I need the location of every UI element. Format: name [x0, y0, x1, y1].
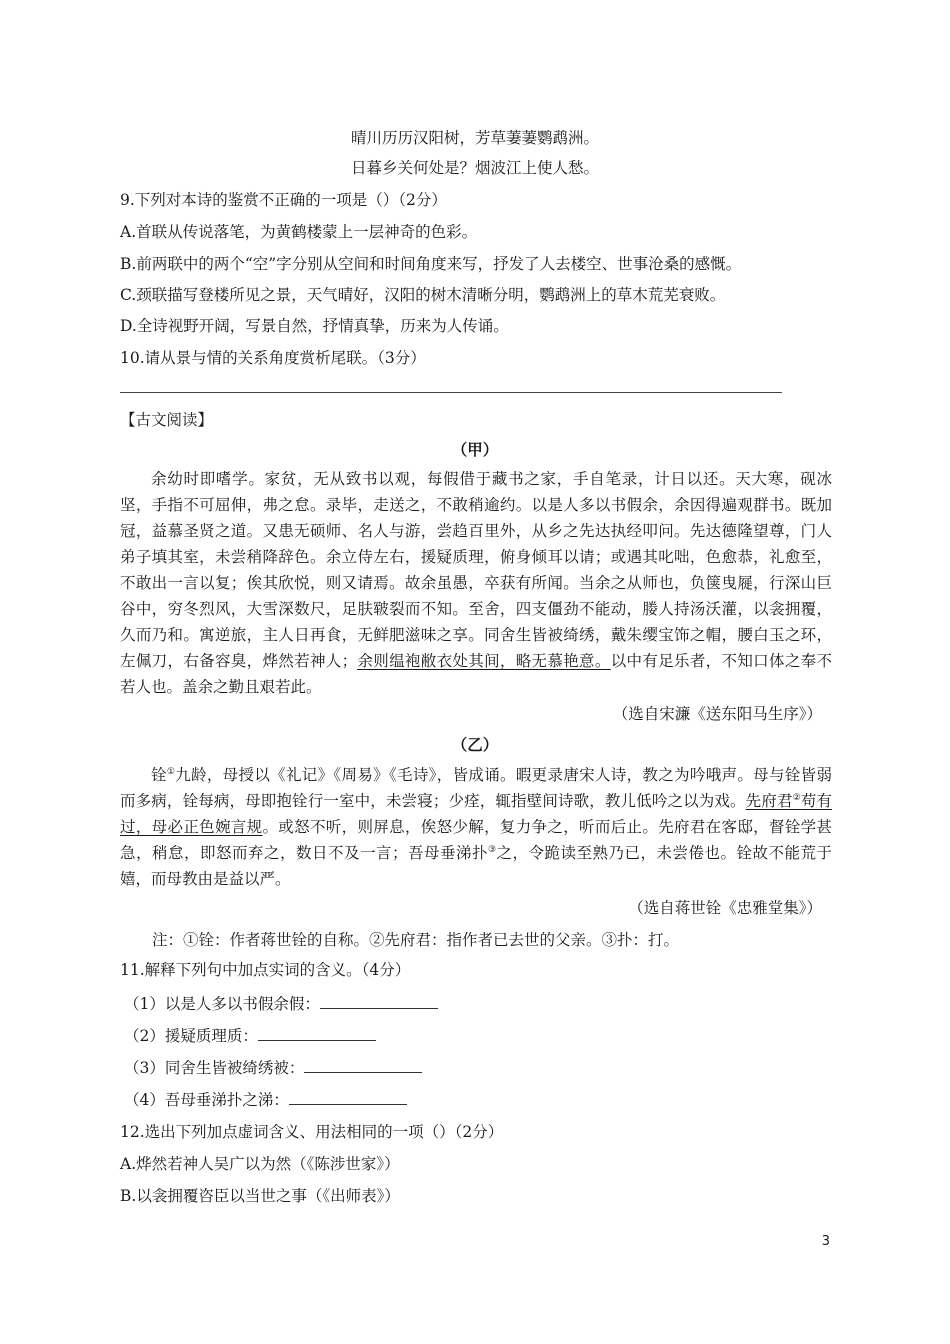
- footnote-marker-1: ①: [166, 766, 176, 777]
- yi-underlined-1: 先府君: [745, 792, 793, 810]
- section-heading: 【古文阅读】: [120, 411, 214, 429]
- answer-line: [120, 392, 782, 393]
- q9-option-a: A.首联从传说落笔，为黄鹤楼蒙上一层神奇的色彩。: [120, 223, 478, 241]
- passage-jia: [120, 466, 832, 700]
- q11-stem: 11.解释下列句中加点实词的含义。（4分）: [120, 961, 411, 979]
- yi-text-4: 之，令跪读至熟乃已，未尝倦也。铨故不能荒于嬉，而母教由是益以严。: [120, 844, 832, 888]
- poem-line-2: 日暮乡关何处是？烟波江上使人愁。: [350, 159, 599, 177]
- passage-jia-text: 余幼时即嗜学。家贫，无从致书以观，每假借于藏书之家，手自笔录，计日以还。天大寒，砚冰坚，手指不可屈伸，弗之怠。录毕，走送之，不敢稍逾约。以是人多以书假余，余因得遍观群书。既加冠，益慕圣贤之道。又患无硕师、名人与游，尝趋百里外，从乡之先达执经叩问。先达德隆望尊，门人弟子填其室，未尝稍降辞色。余立侍左右，援疑质理，俯身倾耳以请；或遇其叱咄，色愈恭，礼愈至，不敢出一言以复；俟其欣悦，则又请焉。故余虽愚，卒获有所闻。当余之从师也，负箧曳屣，行深山巨谷中，穷冬烈风，大雪深数尺，足肤皲裂而不知。至舍，四支僵劲不能动，媵人持汤沃灌，以衾拥覆，久而乃和。寓逆旅，主人日再食，无鲜肥滋味之享。同舍生皆被绮绣，戴朱缨宝饰之帽，腰白玉之环，左佩刀，右备容臭，烨然若神人；: [120, 470, 832, 670]
- q11-item-1: [124, 994, 438, 1014]
- passage-jia-underlined: 余则缊袍敝衣处其间，略无慕艳意。: [357, 652, 611, 670]
- yi-text-1: 铨: [151, 766, 167, 784]
- answer-blank[interactable]: [304, 1058, 422, 1073]
- q12-stem: 12.选出下列加点虚词含义、用法相同的一项（）（2分）: [120, 1123, 504, 1141]
- page-number: 3: [821, 1234, 830, 1249]
- answer-blank[interactable]: [320, 994, 438, 1009]
- q9-stem: 9.下列对本诗的鉴赏不正确的一项是（）（2分）: [120, 191, 447, 209]
- passage-jia-title: （甲）: [451, 441, 499, 459]
- answer-blank[interactable]: [258, 1026, 376, 1041]
- q11-item-2: [124, 1026, 376, 1046]
- yi-text-2: 九龄，母授以《礼记》《周易》《毛诗》，皆成诵。暇更录唐宋人诗，教之为吟哦声。母与铨皆弱而多病，铨每病，母即抱铨行一室中，未尝寝；少痊，辄指壁间诗歌，教儿低吟之以为戏。: [120, 766, 832, 810]
- footnote-marker-2: ②: [792, 792, 801, 803]
- q11-item-1-label: （1）以是人多以书假余假：: [124, 995, 320, 1013]
- q11-item-4-label: （4）吾母垂涕扑之涕：: [124, 1091, 289, 1109]
- q11-item-2-label: （2）援疑质理质：: [124, 1027, 258, 1045]
- q12-option-a: A.烨然若神人吴广以为然（《陈涉世家》）: [120, 1155, 400, 1173]
- passage-jia-source: （选自宋濂《送东阳马生序》）: [612, 705, 822, 723]
- passage-yi: [120, 762, 832, 892]
- q11-item-4: [124, 1090, 407, 1110]
- q9-option-d: D.全诗视野开阔，写景自然，抒情真挚，历来为人传诵。: [120, 317, 509, 335]
- yi-text-3: 。或怒不听，则屏息，俟怒少解，复力争之，听而后止。先府君在客邸，督铨学甚急，稍怠，即怒而弃之，数日不及一言；吾母垂涕扑: [120, 818, 832, 862]
- footnotes: 注：①铨：作者蒋世铨的自称。②先府君：指作者已去世的父亲。③扑：打。: [152, 931, 680, 949]
- q12-option-b: B.以衾拥覆咨臣以当世之事（《出师表》）: [120, 1187, 400, 1205]
- footnote-marker-3: ③: [487, 844, 497, 855]
- q11-item-3-label: （3）同舍生皆被绮绣被：: [124, 1059, 305, 1077]
- q10-stem: 10.请从景与情的关系角度赏析尾联。（3分）: [120, 349, 426, 367]
- q11-item-3: [124, 1058, 422, 1078]
- passage-yi-title: （乙）: [451, 736, 499, 754]
- passage-jia-text-end: 以中有足乐者，不知口体之奉不若人也。盖余之勤且艰若此。: [120, 652, 832, 696]
- answer-blank[interactable]: [289, 1090, 407, 1105]
- yi-underlined-2: 苟有过，母必正色婉言规: [120, 792, 832, 836]
- q9-option-c: C.颈联描写登楼所见之景，天气晴好，汉阳的树木清晰分明，鹦鹉洲上的草木荒芜衰败。: [120, 286, 726, 304]
- q9-option-b: B.前两联中的两个“空”字分别从空间和时间角度来写，抒发了人去楼空、世事沧桑的感慨。: [120, 255, 742, 273]
- passage-yi-source: （选自蒋世铨《忠雅堂集》）: [628, 899, 822, 917]
- poem-line-1: 晴川历历汉阳树，芳草萋萋鹦鹉洲。: [350, 129, 599, 147]
